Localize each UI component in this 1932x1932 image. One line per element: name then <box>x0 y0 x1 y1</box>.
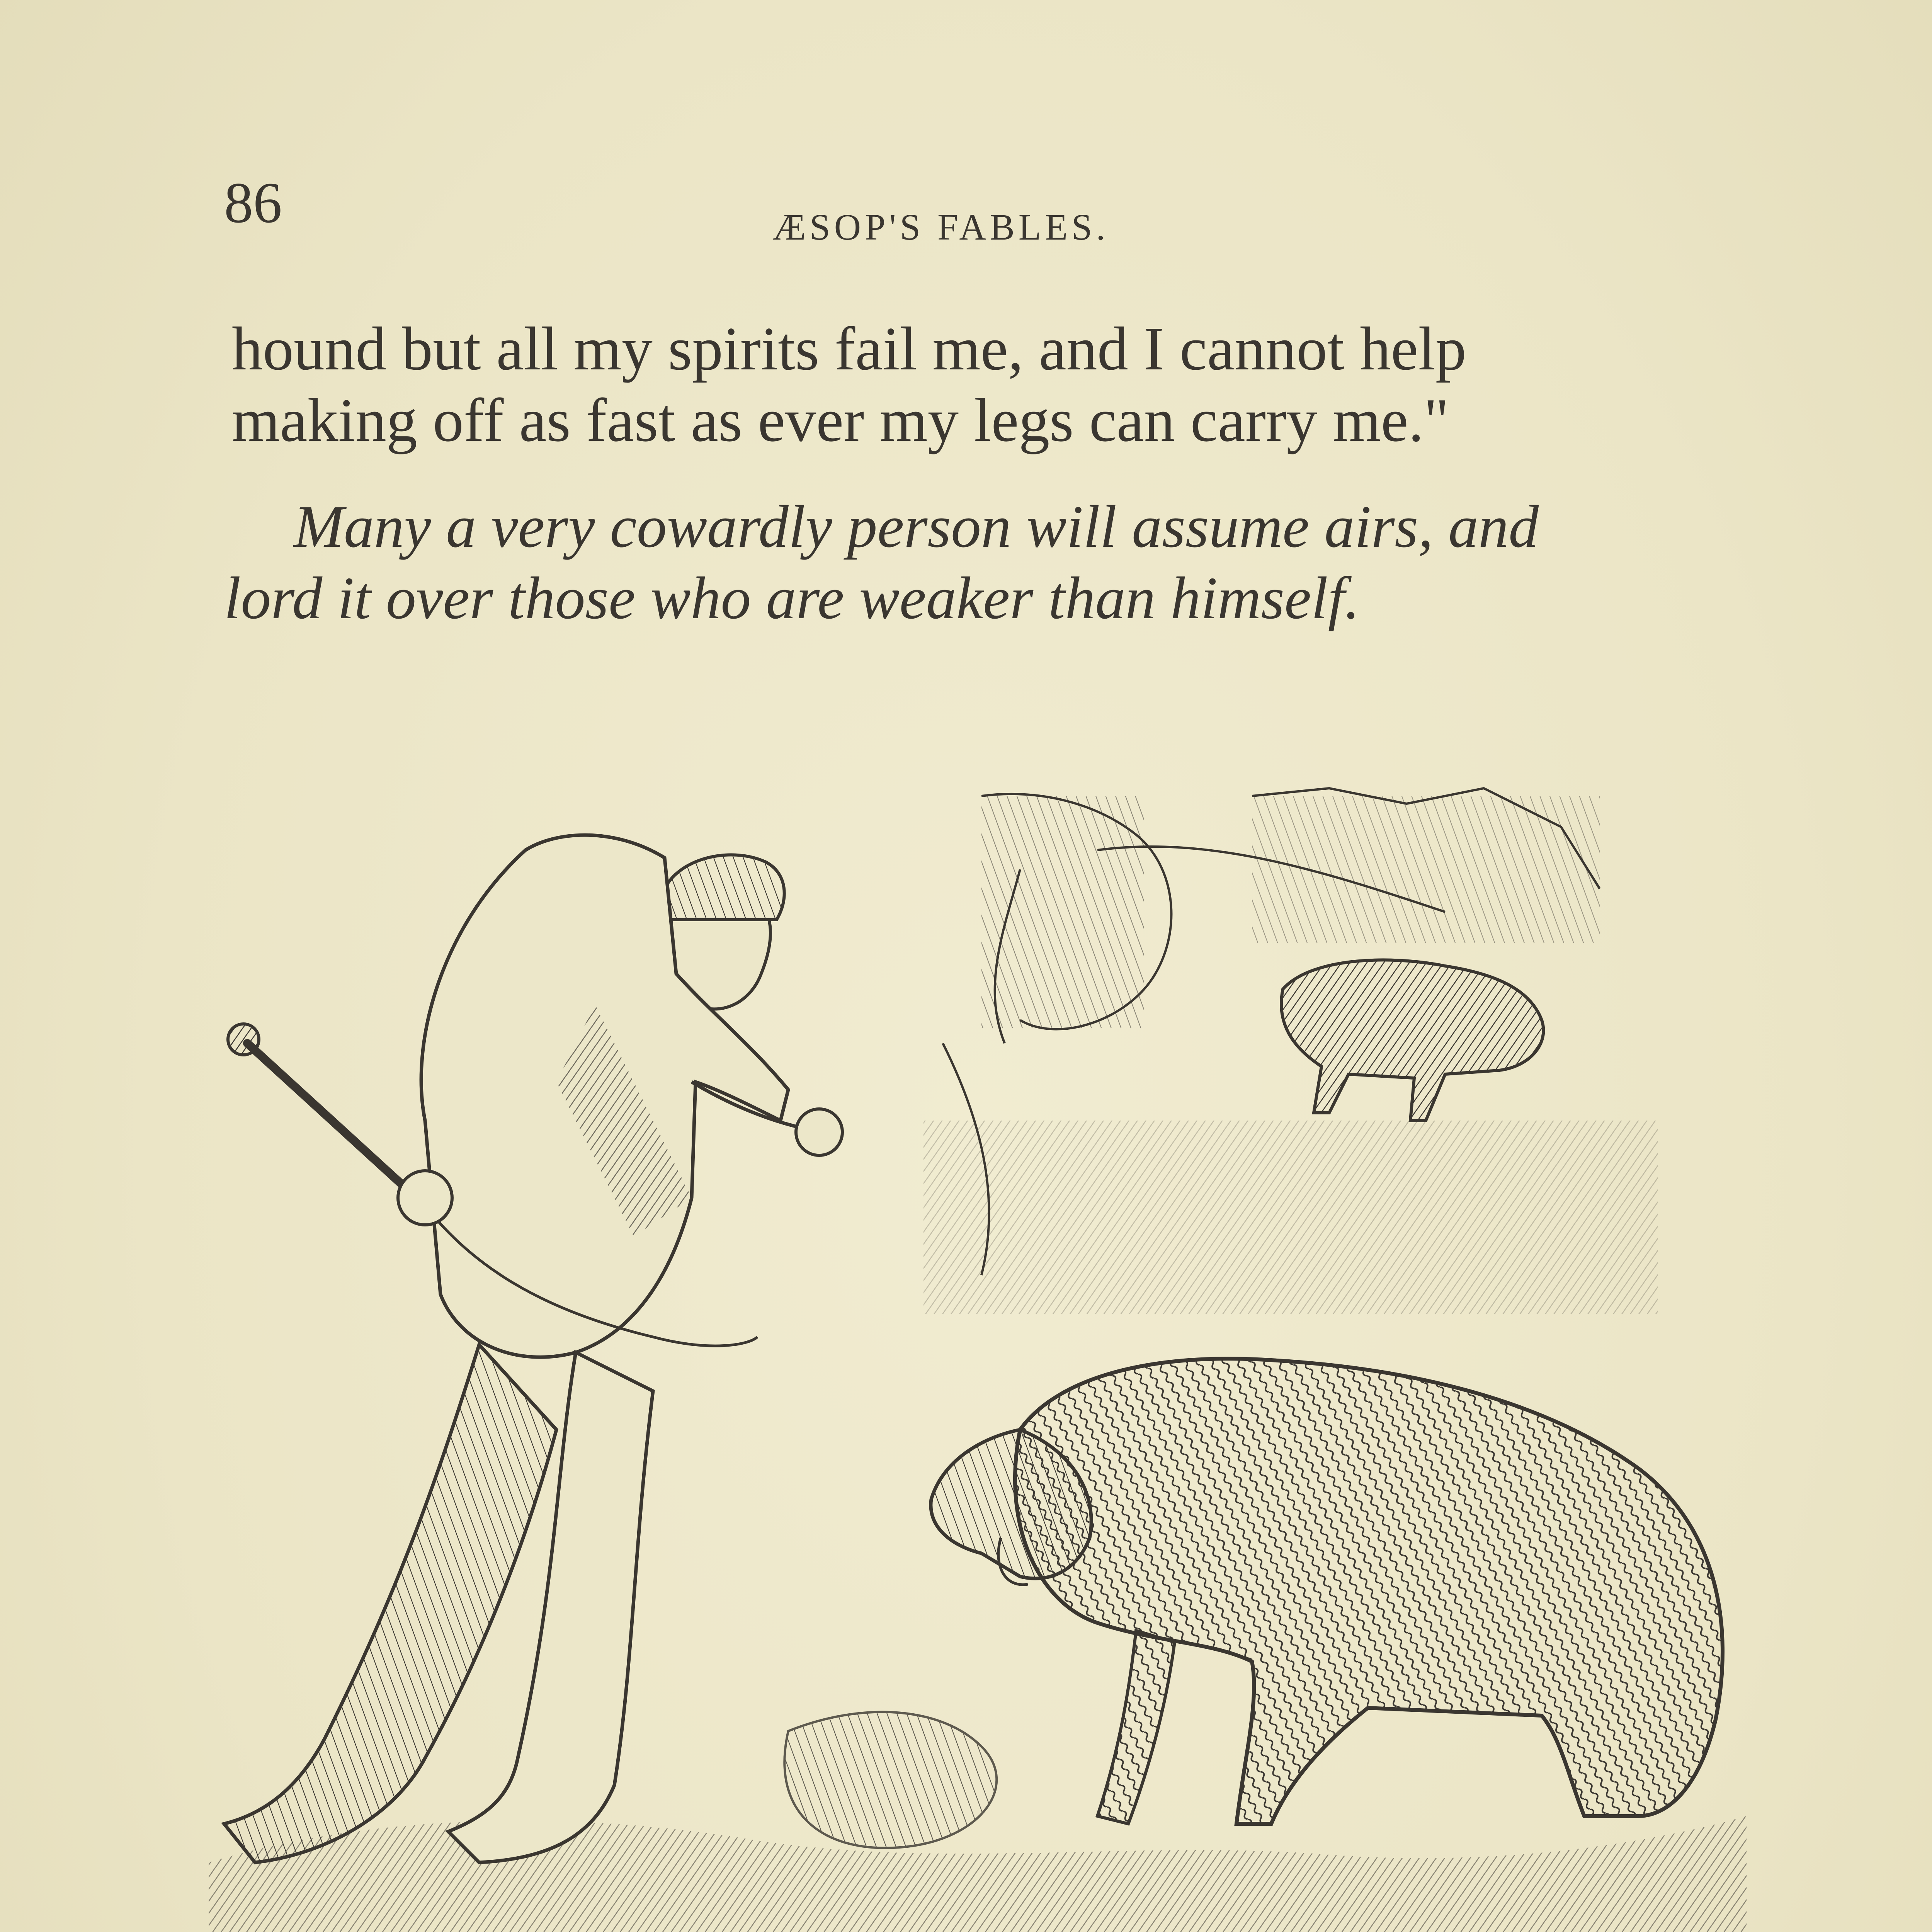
moral-line: lord it over those who are weaker than himself. <box>224 565 1360 631</box>
text-line: hound but all my spirits fail me, and I cannot help <box>232 314 1466 383</box>
moral-paragraph <box>224 491 1539 634</box>
page-number: 86 <box>224 171 282 235</box>
boar-figure <box>1281 960 1543 1121</box>
continuation-paragraph <box>232 313 1466 456</box>
ground <box>209 1816 1747 1932</box>
running-head: ÆSOP'S FABLES. <box>773 206 1109 248</box>
engraving-illustration <box>209 773 1747 1932</box>
text-line: making off as fast as ever my legs can carry me." <box>232 386 1449 454</box>
old-hound-figure <box>931 1359 1723 1824</box>
moral-line: Many a very cowardly person will assume airs, and <box>294 493 1539 560</box>
man-figure <box>224 835 842 1862</box>
